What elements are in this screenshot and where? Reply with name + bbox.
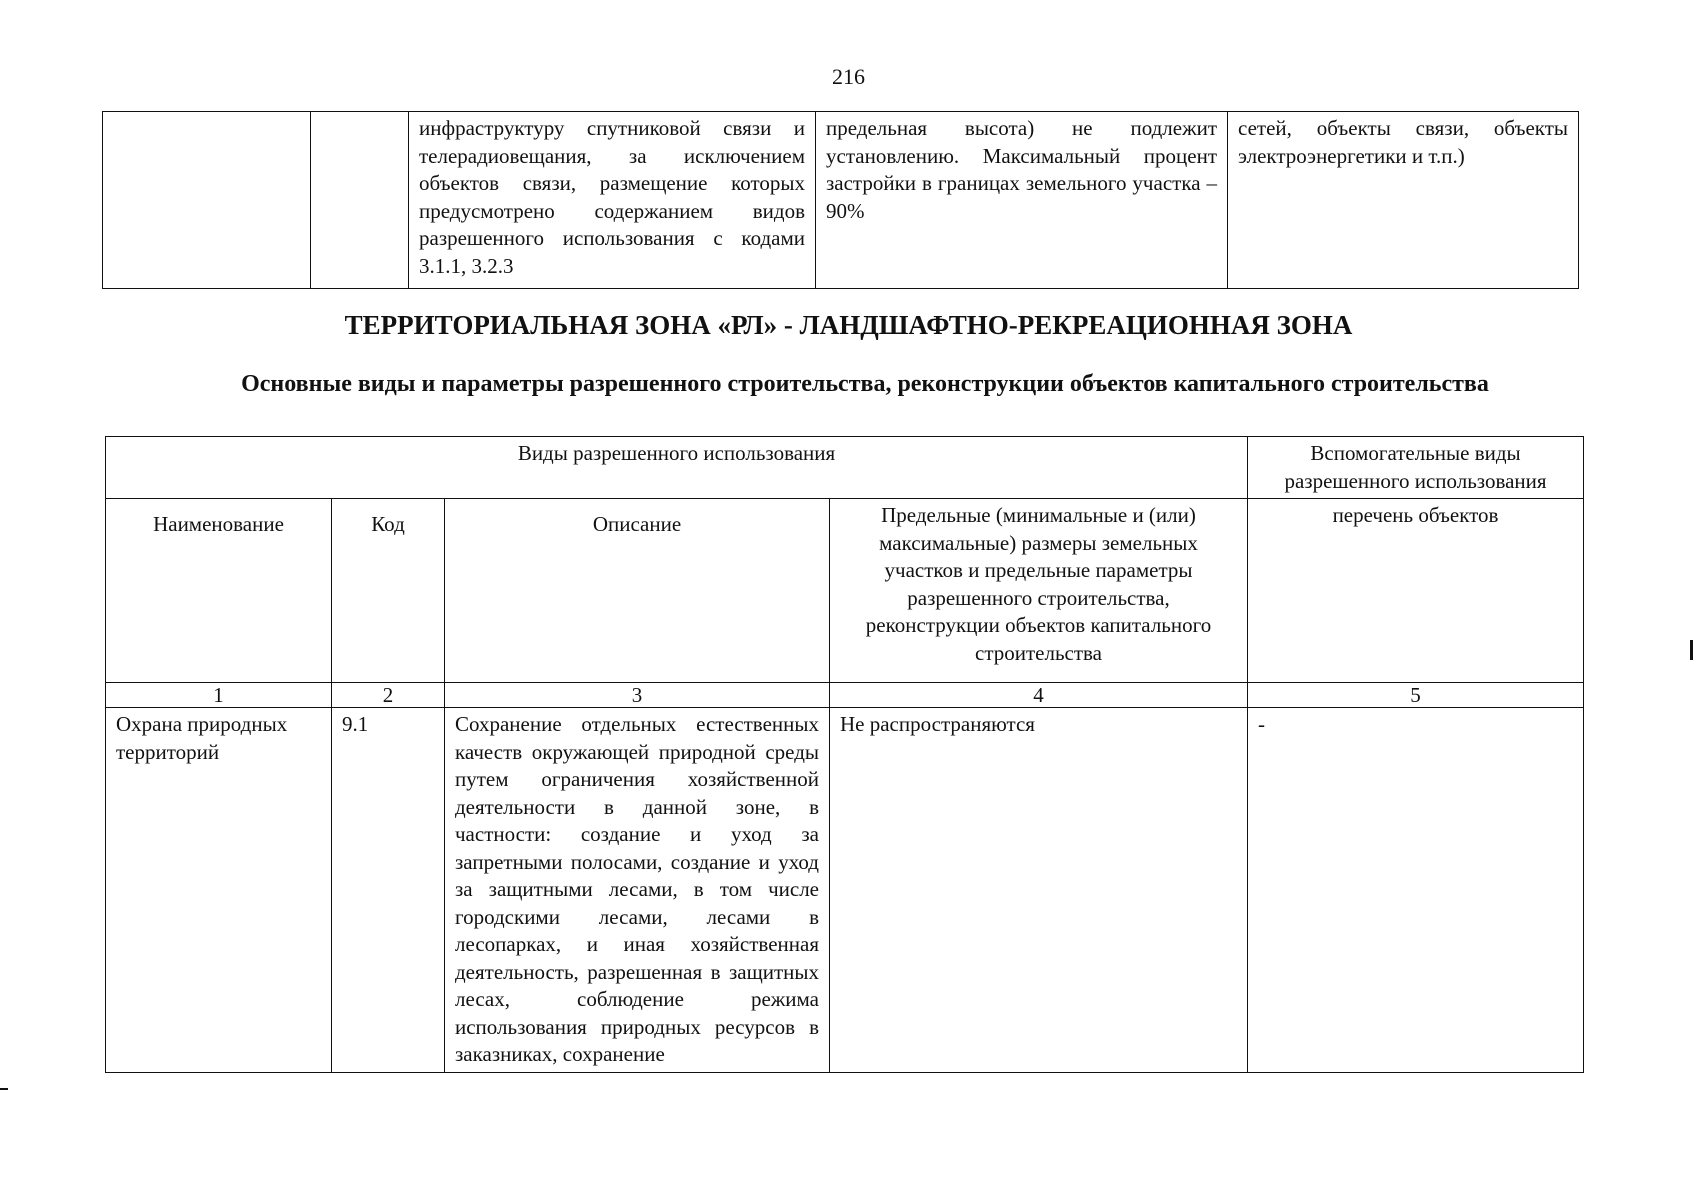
table-row	[106, 708, 1584, 1073]
use-code: 9.1	[332, 708, 445, 1073]
table-row	[103, 112, 1579, 289]
column-header-limits: Предельные (минимальные и (или) максимальные) размеры земельных участков и предельные параметры разрешенного строительства, реконструкции объектов капитального строительства	[830, 499, 1248, 683]
scan-edge-mark	[0, 1088, 8, 1090]
aux-objects: -	[1248, 708, 1584, 1073]
column-header-name: Наименование	[106, 499, 332, 683]
scan-edge-mark	[1690, 640, 1693, 660]
use-limits: Не распространяются	[830, 708, 1248, 1073]
column-header-description: Описание	[445, 499, 830, 683]
continuation-table	[102, 111, 1579, 289]
page-number: 216	[832, 64, 865, 89]
section-title: Основные виды и параметры разрешенного строительства, реконструкции объектов капитального строительства	[241, 371, 1489, 397]
group-header: Виды разрешенного использования	[106, 437, 1248, 499]
permitted-use-table	[105, 436, 1584, 1073]
table-header-row	[106, 437, 1584, 499]
continuation-limits: предельная высота) не подлежит установлению. Максимальный процент застройки в границах земельного участка – 90%	[816, 112, 1228, 289]
column-number: 5	[1248, 683, 1584, 708]
column-number: 4	[830, 683, 1248, 708]
aux-header: Вспомогательные виды разрешенного использования	[1248, 437, 1584, 499]
column-number: 1	[106, 683, 332, 708]
zone-title: ТЕРРИТОРИАЛЬНАЯ ЗОНА «РЛ» - ЛАНДШАФТНО-РЕКРЕАЦИОННАЯ ЗОНА	[344, 310, 1353, 340]
use-name: Охрана природных территорий	[106, 708, 332, 1073]
continuation-description: инфраструктуру спутниковой связи и телерадиовещания, за исключением объектов связи, размещение которых предусмотрено содержанием видов разрешенного использования с кодами 3.1.1, 3.2.3	[409, 112, 816, 289]
column-header-objects: перечень объектов	[1248, 499, 1584, 683]
column-number-row	[106, 683, 1584, 708]
continuation-aux-objects: сетей, объекты связи, объекты электроэнергетики и т.п.)	[1228, 112, 1579, 289]
column-number: 2	[332, 683, 445, 708]
table-header-row	[106, 499, 1584, 683]
use-description: Сохранение отдельных естественных качеств окружающей природной среды путем ограничения хозяйственной деятельности в данной зоне, в частности: создание и уход за запретными полосами, создание и уход за защитными лесами, в том числе городскими лесами, лесами в лесопарках, и иная хозяйственная деятельность, разрешенная в защитных лесах, соблюдение режима использования природных ресурсов в заказниках, сохранение	[445, 708, 830, 1073]
continuation-cell-2	[311, 112, 409, 289]
continuation-cell-1	[103, 112, 311, 289]
column-number: 3	[445, 683, 830, 708]
column-header-code: Код	[332, 499, 445, 683]
